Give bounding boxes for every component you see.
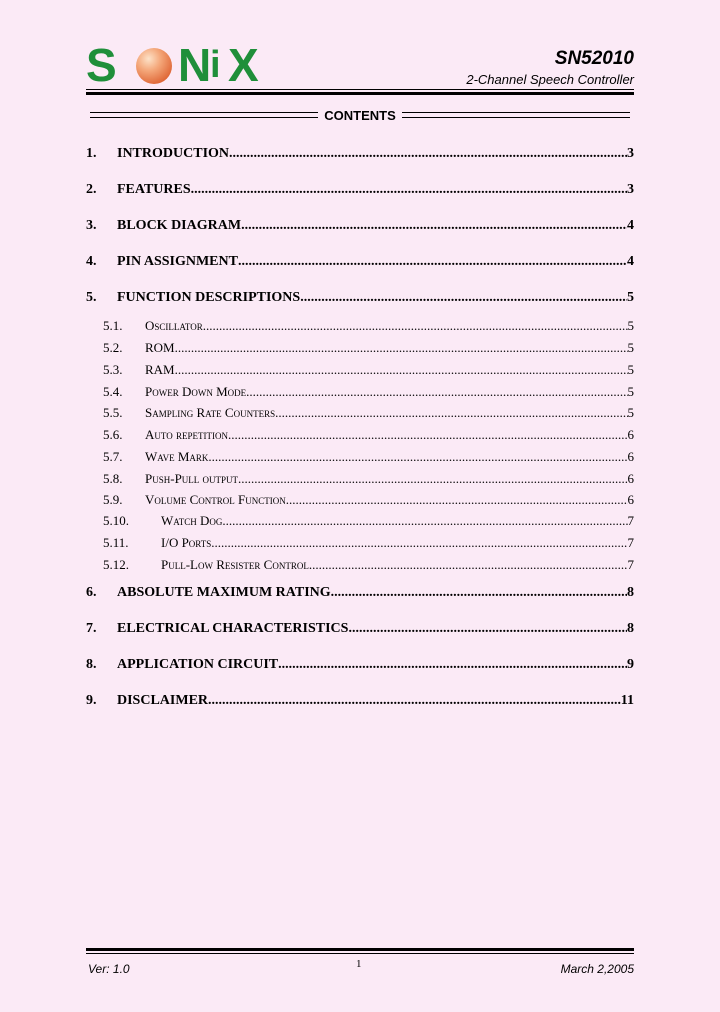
toc-entry-number: 5.12. bbox=[103, 557, 129, 572]
toc-entry-page: 5 bbox=[627, 340, 634, 355]
contents-rule-left bbox=[90, 112, 318, 118]
toc-dot-leader bbox=[286, 492, 628, 508]
header-rule-thick bbox=[86, 92, 634, 95]
toc-entry-title: Pull-Low Resister Control bbox=[161, 557, 309, 572]
toc-entry[interactable] bbox=[86, 218, 634, 234]
toc-entry-number: 5.3. bbox=[103, 362, 123, 377]
toc-entry-page: 8 bbox=[627, 621, 634, 636]
logo-letter-x: X bbox=[228, 39, 259, 91]
toc-entry-number: 5.2. bbox=[103, 340, 123, 355]
toc-entry-title: RAM bbox=[145, 362, 175, 377]
toc-entry-number: 5.6. bbox=[103, 427, 123, 442]
toc-entry[interactable] bbox=[86, 557, 634, 573]
toc-dot-leader bbox=[241, 218, 627, 234]
toc-entry-page: 9 bbox=[627, 657, 634, 672]
toc-entry-number: 2. bbox=[86, 182, 97, 197]
toc-dot-leader bbox=[222, 513, 627, 529]
toc-entry-number: 5.11. bbox=[103, 535, 129, 550]
toc-dot-leader bbox=[211, 535, 627, 551]
toc-entry-page: 4 bbox=[627, 254, 634, 269]
toc-entry[interactable] bbox=[86, 318, 634, 334]
toc-dot-leader bbox=[229, 146, 627, 162]
toc-entry-title: Watch Dog bbox=[161, 513, 223, 528]
toc-entry-title: Oscillator bbox=[145, 318, 203, 333]
toc-dot-leader bbox=[191, 182, 627, 198]
contents-rule-right bbox=[402, 112, 630, 118]
toc-entry-page: 6 bbox=[627, 471, 634, 486]
toc-entry-title: Volume Control Function bbox=[145, 492, 286, 507]
toc-entry-page: 5 bbox=[627, 362, 634, 377]
toc-entry-page: 5 bbox=[627, 384, 634, 399]
toc-entry-page: 7 bbox=[627, 513, 634, 528]
toc-entry-number: 5.10. bbox=[103, 513, 129, 528]
toc-entry-page: 5 bbox=[627, 290, 634, 305]
toc-dot-leader bbox=[175, 362, 628, 378]
toc-entry-title: Wave Mark bbox=[145, 449, 209, 464]
toc-entry[interactable] bbox=[86, 585, 634, 601]
toc-entry-title: DISCLAIMER bbox=[117, 693, 209, 708]
footer-date: March 2,2005 bbox=[560, 962, 634, 976]
toc-entry[interactable] bbox=[86, 535, 634, 551]
toc-dot-leader bbox=[238, 471, 627, 487]
sonix-logo bbox=[86, 39, 266, 91]
product-subtitle: 2-Channel Speech Controller bbox=[466, 72, 634, 87]
toc-entry[interactable] bbox=[86, 146, 634, 162]
header-rule-thin bbox=[86, 89, 634, 90]
toc-entry-number: 1. bbox=[86, 146, 97, 161]
toc-entry-title: PIN ASSIGNMENT bbox=[117, 254, 238, 269]
toc-entry[interactable] bbox=[86, 492, 634, 508]
toc-entry[interactable] bbox=[86, 449, 634, 465]
toc-entry-page: 6 bbox=[627, 427, 634, 442]
toc-entry[interactable] bbox=[86, 182, 634, 198]
toc-dot-leader bbox=[300, 290, 627, 306]
toc-entry[interactable] bbox=[86, 621, 634, 637]
toc-entry-title: ELECTRICAL CHARACTERISTICS bbox=[117, 621, 349, 636]
toc-entry-page: 3 bbox=[627, 146, 634, 161]
toc-entry[interactable] bbox=[86, 362, 634, 378]
toc-dot-leader bbox=[208, 449, 627, 465]
toc-entry-title: BLOCK DIAGRAM bbox=[117, 218, 242, 233]
toc-entry-number: 5.9. bbox=[103, 492, 123, 507]
toc-entry-number: 5.5. bbox=[103, 405, 123, 420]
toc-entry[interactable] bbox=[86, 693, 634, 709]
toc-dot-leader bbox=[331, 585, 627, 601]
toc-entry-title: Power Down Mode bbox=[145, 384, 247, 399]
toc-entry-title: Auto repetition bbox=[145, 427, 228, 442]
contents-heading bbox=[86, 106, 634, 124]
logo-ball-icon bbox=[136, 48, 172, 84]
toc-entry-page: 5 bbox=[627, 405, 634, 420]
footer-version: Ver: 1.0 bbox=[88, 962, 130, 976]
toc-entry-page: 5 bbox=[627, 318, 634, 333]
toc-entry[interactable] bbox=[86, 471, 634, 487]
toc-dot-leader bbox=[228, 427, 628, 443]
toc-entry-title: Sampling Rate Counters bbox=[145, 405, 276, 420]
toc-entry-page: 11 bbox=[620, 693, 634, 708]
toc-entry-number: 9. bbox=[86, 693, 97, 708]
toc-dot-leader bbox=[275, 405, 627, 421]
toc-entry-number: 4. bbox=[86, 254, 97, 269]
toc-entry[interactable] bbox=[86, 254, 634, 270]
toc-dot-leader bbox=[203, 318, 628, 334]
toc-entry-title: I/O Ports bbox=[161, 535, 212, 550]
toc-entry-page: 6 bbox=[627, 492, 634, 507]
toc-entry-number: 5.4. bbox=[103, 384, 123, 399]
logo-letter-s: S bbox=[86, 39, 117, 91]
toc-dot-leader bbox=[309, 557, 628, 573]
logo-letter-n: N bbox=[178, 39, 212, 91]
toc-entry[interactable] bbox=[86, 290, 634, 306]
logo-letter-i: i bbox=[210, 44, 221, 86]
footer-rule-thin bbox=[86, 953, 634, 954]
toc-entry-number: 8. bbox=[86, 657, 97, 672]
toc-entry-page: 3 bbox=[627, 182, 634, 197]
toc-dot-leader bbox=[175, 340, 628, 356]
toc-entry-number: 5.1. bbox=[103, 318, 123, 333]
toc-entry-title: Push-Pull output bbox=[145, 471, 239, 486]
toc-entry-title: ABSOLUTE MAXIMUM RATING bbox=[117, 585, 331, 600]
toc-entry-title: ROM bbox=[145, 340, 175, 355]
toc-entry[interactable] bbox=[86, 384, 634, 400]
toc-entry-page: 6 bbox=[627, 449, 634, 464]
toc-entry-number: 7. bbox=[86, 621, 97, 636]
toc-entry[interactable] bbox=[86, 427, 634, 443]
toc-entry[interactable] bbox=[86, 657, 634, 673]
toc-dot-leader bbox=[208, 693, 621, 709]
toc-dot-leader bbox=[246, 384, 627, 400]
toc-entry-title: FEATURES bbox=[117, 182, 191, 197]
toc-entry-title: FUNCTION DESCRIPTIONS bbox=[117, 290, 301, 305]
toc-entry-page: 7 bbox=[627, 557, 634, 572]
toc-entry-number: 3. bbox=[86, 218, 97, 233]
toc-entry-title: APPLICATION CIRCUIT bbox=[117, 657, 279, 672]
toc-entry-number: 5. bbox=[86, 290, 97, 305]
toc-entry-number: 6. bbox=[86, 585, 97, 600]
toc-dot-leader bbox=[348, 621, 627, 637]
toc-entry-page: 7 bbox=[627, 535, 634, 550]
footer-page-number: 1 bbox=[356, 958, 362, 970]
toc-entry[interactable] bbox=[86, 340, 634, 356]
toc-dot-leader bbox=[238, 254, 627, 270]
toc-entry-page: 4 bbox=[627, 218, 634, 233]
toc-entry-number: 5.7. bbox=[103, 449, 123, 464]
product-name: SN52010 bbox=[554, 48, 634, 69]
contents-title: CONTENTS bbox=[324, 107, 396, 123]
toc-entry-page: 8 bbox=[627, 585, 634, 600]
footer-rule-thick bbox=[86, 948, 634, 951]
toc-dot-leader bbox=[278, 657, 627, 673]
toc-entry-title: INTRODUCTION bbox=[117, 146, 230, 161]
toc-entry-number: 5.8. bbox=[103, 471, 123, 486]
toc-entry[interactable] bbox=[86, 513, 634, 529]
toc-entry[interactable] bbox=[86, 405, 634, 421]
